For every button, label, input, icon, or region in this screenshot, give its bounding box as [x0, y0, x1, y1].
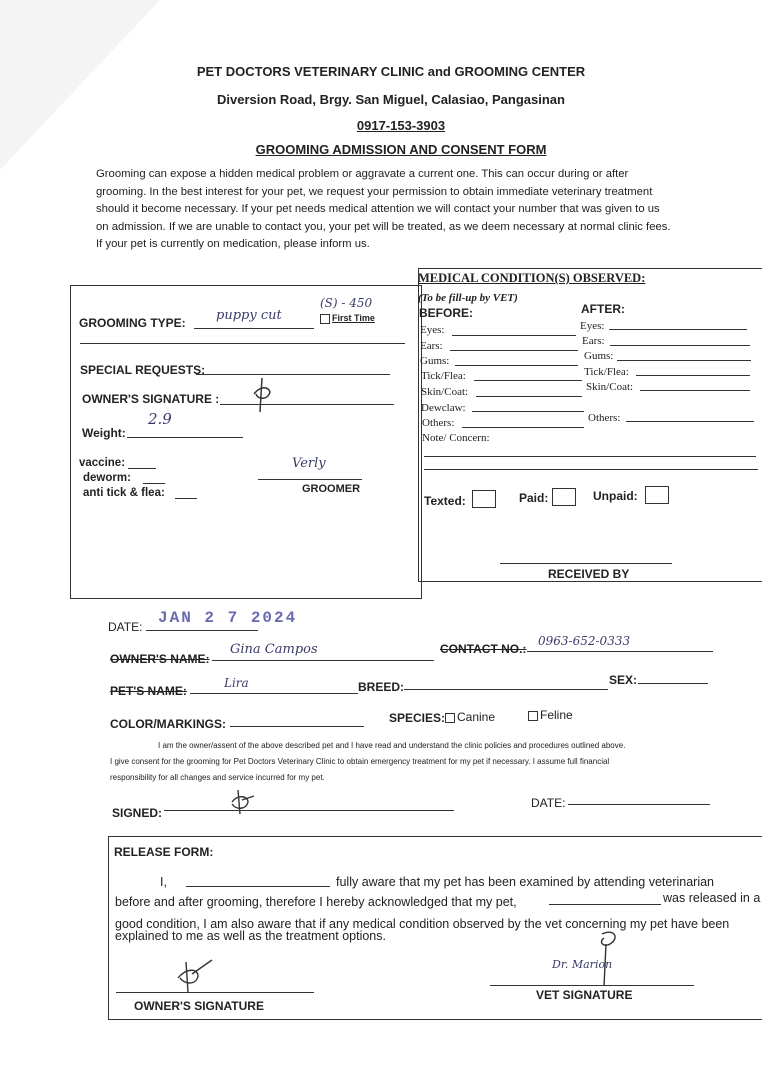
medical-title: MEDICAL CONDITION(S) OBSERVED:	[418, 271, 646, 285]
texted-label: Texted:	[424, 494, 466, 508]
before-dewclaw-field[interactable]	[472, 411, 584, 412]
groomer-label: GROOMER	[302, 483, 361, 495]
contact-field[interactable]	[527, 651, 713, 652]
intro-line: If your pet is currently on medication, please inform us.	[96, 238, 370, 251]
after-others-label: Others:	[588, 412, 621, 424]
release-line2a: before and after grooming, therefore I hereby acknowledged that my pet,	[115, 895, 517, 909]
release-title: RELEASE FORM:	[114, 845, 214, 859]
before-ears-label: Ears:	[420, 340, 443, 352]
feline-option[interactable]	[528, 708, 573, 722]
clinic-name: PET DOCTORS VETERINARY CLINIC and GROOMING CENTER	[196, 64, 586, 79]
weight-value: 2.9	[148, 410, 172, 428]
breed-field[interactable]	[404, 689, 608, 690]
pet-name-field[interactable]	[190, 693, 358, 694]
owner-signature-label: OWNER'S SIGNATURE :	[82, 392, 220, 406]
release-owner-name-field[interactable]	[186, 886, 330, 887]
before-tick-label: Tick/Flea:	[421, 370, 466, 382]
grooming-price-value: (S) - 450	[320, 296, 373, 310]
consent-paragraph	[110, 738, 720, 786]
before-label: BEFORE:	[419, 306, 473, 320]
before-others-field[interactable]	[462, 427, 584, 428]
contact-value: 0963-652-0333	[538, 634, 631, 648]
grooming-box	[70, 285, 422, 599]
deworm-label: deworm:	[83, 472, 131, 484]
canine-label: Canine	[457, 710, 496, 724]
after-ears-label: Ears:	[582, 335, 605, 347]
weight-label: Weight:	[82, 426, 126, 440]
paid-label: Paid:	[519, 491, 549, 505]
release-pet-name-field[interactable]	[549, 904, 661, 905]
release-line3: good condition, I am also aware that if any medical condition observed by the vet concerning my pet have been	[115, 917, 730, 931]
vet-signature-value: Dr. Marion	[552, 958, 613, 971]
groomer-field[interactable]	[258, 479, 362, 480]
after-others-field[interactable]	[626, 421, 754, 422]
pet-name-value: Lira	[224, 676, 249, 690]
canine-option[interactable]	[445, 710, 495, 724]
after-skin-field[interactable]	[640, 390, 750, 391]
release-line1: fully aware that my pet has been examined by attending veterinarian	[336, 875, 715, 889]
after-label: AFTER:	[581, 302, 625, 316]
form-title: GROOMING ADMISSION AND CONSENT FORM	[255, 142, 547, 157]
note-line-2[interactable]	[424, 469, 758, 470]
after-eyes-label: Eyes:	[580, 320, 605, 332]
vaccine-field[interactable]	[128, 468, 156, 469]
owner-signature-field[interactable]	[220, 404, 394, 405]
weight-field[interactable]	[127, 437, 243, 438]
sex-field[interactable]	[638, 683, 708, 684]
after-eyes-field[interactable]	[609, 329, 747, 330]
after-tick-label: Tick/Flea:	[584, 366, 629, 378]
release-line4: explained to me as well as the treatment options.	[115, 929, 386, 943]
date-stamp: JAN 2 7 2024	[158, 609, 298, 627]
medical-subtitle: (To be fill-up by VET)	[418, 292, 518, 304]
release-line2b: was released in a	[663, 891, 761, 905]
owner-name-field[interactable]	[212, 660, 434, 661]
release-owner-signature-label: OWNER'S SIGNATURE	[134, 999, 264, 1013]
after-ears-field[interactable]	[610, 345, 750, 346]
signed-signature-mark	[228, 788, 258, 816]
intro-line: grooming. In the best interest for your pet, we request your permission to obtain immediate veterinary treatment	[96, 185, 653, 198]
note-line-1[interactable]	[424, 456, 756, 457]
antitick-label: anti tick & flea:	[83, 487, 165, 499]
consent-line: I am the owner/assent of the above described pet and I have read and understand the clinic policies and procedures outlined above.	[158, 741, 626, 750]
received-by-label: RECEIVED BY	[548, 567, 630, 581]
before-skin-field[interactable]	[476, 396, 582, 397]
deworm-field[interactable]	[143, 483, 165, 484]
date-label: DATE:	[108, 620, 143, 634]
owner-signature-mark	[250, 376, 274, 414]
special-requests-field[interactable]	[196, 374, 390, 375]
before-ears-field[interactable]	[450, 350, 578, 351]
checkbox-icon	[445, 713, 455, 723]
signed-label: SIGNED:	[112, 806, 163, 820]
feline-label: Feline	[540, 708, 573, 722]
sex-label: SEX:	[609, 673, 638, 687]
before-dewclaw-label: Dewclaw:	[421, 402, 466, 414]
after-tick-field[interactable]	[636, 375, 750, 376]
before-eyes-label: Eyes:	[420, 324, 445, 336]
species-label: SPECIES:	[389, 711, 446, 725]
after-gums-field[interactable]	[617, 360, 751, 361]
after-gums-label: Gums:	[584, 350, 614, 362]
contact-label: CONTACT NO.:	[440, 642, 527, 656]
date-field[interactable]	[146, 630, 258, 631]
vet-signature-label: VET SIGNATURE	[536, 988, 633, 1002]
intro-line: Grooming can expose a hidden medical problem or aggravate a current one. This can occur during or after	[96, 168, 629, 180]
intro-line: on admission. If we are unable to contact you, your pet will be treated, as we deem necessary at normal clinic fees.	[96, 220, 671, 233]
signed-field[interactable]	[164, 810, 454, 811]
before-gums-field[interactable]	[455, 365, 578, 366]
before-eyes-field[interactable]	[452, 335, 576, 336]
received-by-field[interactable]	[500, 563, 672, 564]
vet-signature-field[interactable]	[490, 985, 694, 986]
first-time-checkbox[interactable]	[320, 313, 375, 324]
intro-paragraph	[96, 166, 706, 254]
consent-line: I give consent for the grooming for Pet Doctors Veterinary Clinic to obtain emergency treatment for my pet if necessary. I assume full financial	[110, 757, 610, 766]
clinic-address: Diversion Road, Brgy. San Miguel, Calasiao, Pangasinan	[217, 92, 565, 107]
owner-name-value: Gina Campos	[230, 642, 318, 657]
color-label: COLOR/MARKINGS:	[110, 717, 226, 731]
release-owner-signature-field[interactable]	[116, 992, 314, 993]
grooming-type-field[interactable]	[194, 328, 314, 329]
grooming-type-label: GROOMING TYPE:	[79, 316, 186, 330]
release-owner-signature-mark	[176, 958, 216, 994]
texted-checkbox[interactable]	[472, 490, 496, 508]
groomer-signature: Verly	[292, 456, 326, 471]
pet-name-label: PET'S NAME:	[110, 684, 187, 698]
unpaid-label: Unpaid:	[593, 489, 638, 503]
signed-date-label: DATE:	[531, 796, 566, 810]
breed-label: BREED:	[358, 680, 405, 694]
paid-checkbox[interactable]	[552, 488, 576, 506]
before-others-label: Others:	[422, 417, 455, 429]
checkbox-icon	[528, 711, 538, 721]
release-i-label: I,	[160, 875, 167, 889]
signed-date-field[interactable]	[568, 804, 710, 805]
color-field[interactable]	[230, 726, 364, 727]
checkbox-icon	[320, 314, 330, 324]
consent-line: responsibility for all changes and service incurred for my pet.	[110, 773, 325, 782]
antitick-field[interactable]	[175, 498, 197, 499]
clinic-phone: 0917-153-3903	[356, 118, 446, 133]
before-gums-label: Gums:	[420, 355, 450, 367]
special-requests-label: SPECIAL REQUESTS:	[80, 363, 206, 377]
note-concern-label: Note/ Concern:	[422, 432, 490, 444]
unpaid-checkbox[interactable]	[645, 486, 669, 504]
before-skin-label: Skin/Coat:	[421, 386, 469, 398]
vaccine-label: vaccine:	[79, 457, 126, 469]
before-tick-field[interactable]	[474, 380, 582, 381]
intro-line: should it become necessary. If your pet needs medical attention we will contact your number that was given to us	[96, 203, 660, 216]
first-time-label: First Time	[332, 313, 375, 323]
after-skin-label: Skin/Coat:	[586, 381, 634, 393]
owner-name-label: OWNER'S NAME:	[110, 652, 210, 666]
grooming-type-value: puppy cut	[216, 308, 282, 323]
grooming-type-line2[interactable]	[80, 343, 405, 344]
